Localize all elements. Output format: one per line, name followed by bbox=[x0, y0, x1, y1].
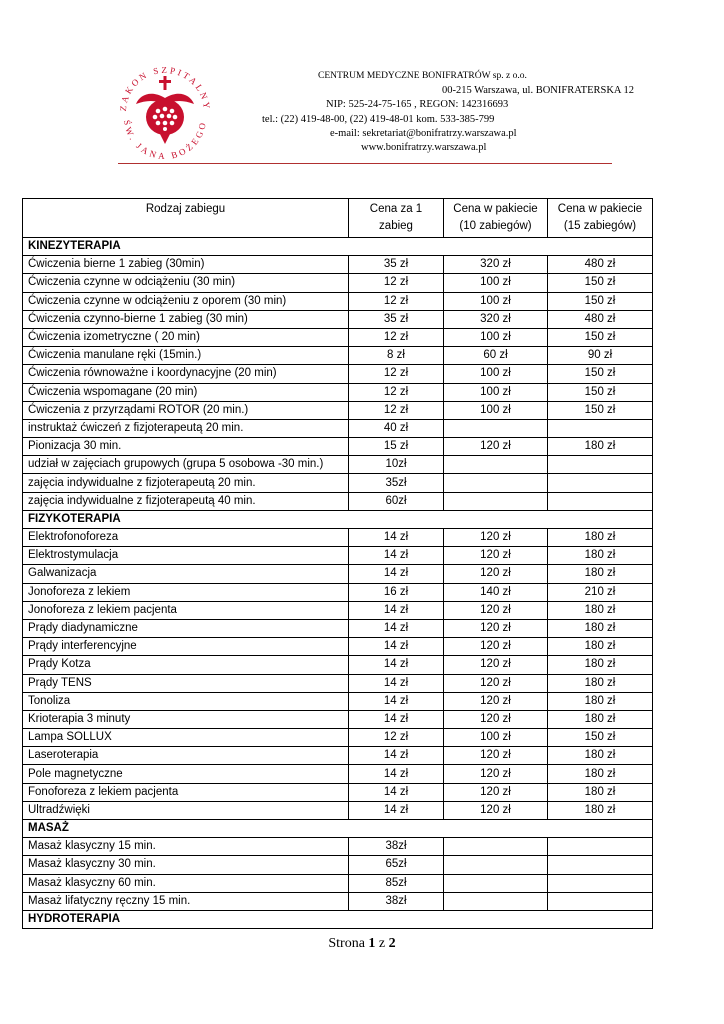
price-single: 14 zł bbox=[349, 638, 444, 656]
table-row bbox=[23, 601, 653, 619]
price-pack10: 120 zł bbox=[444, 801, 548, 819]
price-pack10: 120 zł bbox=[444, 619, 548, 637]
price-single: 14 zł bbox=[349, 674, 444, 692]
service-name: udział w zajęciach grupowych (grupa 5 osobowa -30 min.) bbox=[23, 456, 349, 474]
price-single: 16 zł bbox=[349, 583, 444, 601]
header-divider bbox=[118, 163, 612, 164]
price-table-body bbox=[23, 238, 653, 929]
table-row bbox=[23, 256, 653, 274]
price-pack15: 150 zł bbox=[548, 328, 653, 346]
price-pack15 bbox=[548, 892, 653, 910]
price-pack10: 100 zł bbox=[444, 729, 548, 747]
service-name: Ćwiczenia wspomagane (20 min) bbox=[23, 383, 349, 401]
price-pack10: 140 zł bbox=[444, 583, 548, 601]
table-row bbox=[23, 401, 653, 419]
price-single: 12 zł bbox=[349, 328, 444, 346]
section-row bbox=[23, 820, 653, 838]
section-title: FIZYKOTERAPIA bbox=[23, 510, 653, 528]
table-row bbox=[23, 729, 653, 747]
price-pack15: 180 zł bbox=[548, 801, 653, 819]
price-pack15: 180 zł bbox=[548, 656, 653, 674]
table-row bbox=[23, 583, 653, 601]
price-single: 14 zł bbox=[349, 529, 444, 547]
service-name: Ćwiczenia z przyrządami ROTOR (20 min.) bbox=[23, 401, 349, 419]
service-name: Pole magnetyczne bbox=[23, 765, 349, 783]
table-row bbox=[23, 328, 653, 346]
table-row bbox=[23, 619, 653, 637]
price-pack10 bbox=[444, 892, 548, 910]
price-single: 10zł bbox=[349, 456, 444, 474]
price-single: 40 zł bbox=[349, 419, 444, 437]
service-name: Masaż klasyczny 15 min. bbox=[23, 838, 349, 856]
service-name: Ćwiczenia izometryczne ( 20 min) bbox=[23, 328, 349, 346]
service-name: Prądy diadynamiczne bbox=[23, 619, 349, 637]
price-pack10: 120 zł bbox=[444, 710, 548, 728]
table-row bbox=[23, 692, 653, 710]
price-pack10: 100 zł bbox=[444, 383, 548, 401]
price-pack10 bbox=[444, 838, 548, 856]
price-pack15: 150 zł bbox=[548, 274, 653, 292]
table-row bbox=[23, 838, 653, 856]
price-pack15 bbox=[548, 874, 653, 892]
price-single: 14 zł bbox=[349, 565, 444, 583]
service-name: Krioterapia 3 minuty bbox=[23, 710, 349, 728]
price-pack15 bbox=[548, 456, 653, 474]
service-name: Tonoliza bbox=[23, 692, 349, 710]
price-pack10: 120 zł bbox=[444, 783, 548, 801]
table-row bbox=[23, 529, 653, 547]
price-single: 14 zł bbox=[349, 747, 444, 765]
price-pack15: 180 zł bbox=[548, 547, 653, 565]
service-name: Masaż klasyczny 30 min. bbox=[23, 856, 349, 874]
price-pack10: 120 zł bbox=[444, 692, 548, 710]
price-single: 14 zł bbox=[349, 710, 444, 728]
table-row bbox=[23, 274, 653, 292]
section-title: MASAŻ bbox=[23, 820, 653, 838]
price-pack15: 180 zł bbox=[548, 765, 653, 783]
section-title: HYDROTERAPIA bbox=[23, 910, 653, 928]
price-pack15: 150 zł bbox=[548, 401, 653, 419]
price-pack10: 100 zł bbox=[444, 274, 548, 292]
service-name: Ćwiczenia czynne w odciążeniu (30 min) bbox=[23, 274, 349, 292]
price-pack10 bbox=[444, 456, 548, 474]
price-single: 14 zł bbox=[349, 656, 444, 674]
col-header-pack15: Cena w pakiecie (15 zabiegów) bbox=[548, 199, 653, 238]
price-single: 14 zł bbox=[349, 801, 444, 819]
table-row bbox=[23, 438, 653, 456]
service-name: Elektrostymulacja bbox=[23, 547, 349, 565]
company-website[interactable]: www.bonifratrzy.warszawa.pl bbox=[361, 142, 487, 153]
logo-text-top: ZAKON SZPITALNY bbox=[117, 64, 213, 112]
price-pack15: 180 zł bbox=[548, 747, 653, 765]
service-name: Ćwiczenia czynne w odciążeniu z oporem (30 min) bbox=[23, 292, 349, 310]
company-address: 00-215 Warszawa, ul. BONIFRATERSKA 12 bbox=[442, 85, 635, 96]
table-header-row bbox=[23, 199, 653, 238]
price-single: 8 zł bbox=[349, 347, 444, 365]
service-name: Jonoforeza z lekiem pacjenta bbox=[23, 601, 349, 619]
price-pack15: 90 zł bbox=[548, 347, 653, 365]
company-email[interactable]: e-mail: sekretariat@bonifratrzy.warszawa.pl bbox=[330, 128, 517, 139]
price-pack10: 120 zł bbox=[444, 638, 548, 656]
section-row bbox=[23, 238, 653, 256]
price-single: 12 zł bbox=[349, 292, 444, 310]
price-pack15: 180 zł bbox=[548, 438, 653, 456]
price-pack10: 120 zł bbox=[444, 529, 548, 547]
footer-prefix: Strona bbox=[328, 936, 365, 951]
table-row bbox=[23, 492, 653, 510]
price-pack10: 120 zł bbox=[444, 547, 548, 565]
table-row bbox=[23, 565, 653, 583]
company-nip-regon: NIP: 525-24-75-165 , REGON: 142316693 bbox=[326, 99, 509, 110]
price-single: 35 zł bbox=[349, 310, 444, 328]
price-single: 65zł bbox=[349, 856, 444, 874]
price-single: 12 zł bbox=[349, 365, 444, 383]
page-footer bbox=[0, 936, 724, 952]
table-row bbox=[23, 474, 653, 492]
price-pack10: 320 zł bbox=[444, 310, 548, 328]
price-pack15: 150 zł bbox=[548, 365, 653, 383]
service-name: zajęcia indywidualne z fizjoterapeutą 40 min. bbox=[23, 492, 349, 510]
price-pack10: 120 zł bbox=[444, 747, 548, 765]
price-pack15: 180 zł bbox=[548, 692, 653, 710]
section-title: KINEZYTERAPIA bbox=[23, 238, 653, 256]
table-row bbox=[23, 419, 653, 437]
price-pack15: 150 zł bbox=[548, 729, 653, 747]
table-row bbox=[23, 747, 653, 765]
table-row bbox=[23, 347, 653, 365]
table-row bbox=[23, 874, 653, 892]
price-pack15: 180 zł bbox=[548, 565, 653, 583]
price-pack10: 120 zł bbox=[444, 765, 548, 783]
price-single: 14 zł bbox=[349, 601, 444, 619]
service-name: zajęcia indywidualne z fizjoterapeutą 20 min. bbox=[23, 474, 349, 492]
price-single: 35zł bbox=[349, 474, 444, 492]
service-name: Masaż klasyczny 60 min. bbox=[23, 874, 349, 892]
price-pack15: 180 zł bbox=[548, 601, 653, 619]
service-name: Ćwiczenia bierne 1 zabieg (30min) bbox=[23, 256, 349, 274]
price-pack15: 210 zł bbox=[548, 583, 653, 601]
service-name: Masaż lifatyczny ręczny 15 min. bbox=[23, 892, 349, 910]
price-single: 14 zł bbox=[349, 692, 444, 710]
price-single: 35 zł bbox=[349, 256, 444, 274]
table-row bbox=[23, 656, 653, 674]
table-row bbox=[23, 365, 653, 383]
price-single: 38zł bbox=[349, 838, 444, 856]
col-header-pack10: Cena w pakiecie (10 zabiegów) bbox=[444, 199, 548, 238]
table-row bbox=[23, 801, 653, 819]
price-pack10 bbox=[444, 419, 548, 437]
price-pack10 bbox=[444, 874, 548, 892]
price-single: 14 zł bbox=[349, 765, 444, 783]
col-header-single: Cena za 1 zabieg bbox=[349, 199, 444, 238]
price-pack15: 180 zł bbox=[548, 710, 653, 728]
service-name: Prądy Kotza bbox=[23, 656, 349, 674]
price-pack15: 180 zł bbox=[548, 783, 653, 801]
price-pack10: 100 zł bbox=[444, 292, 548, 310]
table-row bbox=[23, 292, 653, 310]
table-row bbox=[23, 638, 653, 656]
price-single: 12 zł bbox=[349, 274, 444, 292]
table-row bbox=[23, 892, 653, 910]
price-single: 14 zł bbox=[349, 547, 444, 565]
price-table bbox=[22, 198, 653, 929]
price-pack10: 320 zł bbox=[444, 256, 548, 274]
table-row bbox=[23, 547, 653, 565]
service-name: Galwanizacja bbox=[23, 565, 349, 583]
table-row bbox=[23, 310, 653, 328]
price-pack15 bbox=[548, 856, 653, 874]
service-name: Elektrofonoforeza bbox=[23, 529, 349, 547]
logo-text-bottom: ŚW. JANA BOŻEGO bbox=[121, 119, 209, 162]
price-pack15: 480 zł bbox=[548, 310, 653, 328]
price-pack15 bbox=[548, 419, 653, 437]
price-pack15: 180 zł bbox=[548, 619, 653, 637]
price-single: 60zł bbox=[349, 492, 444, 510]
service-name: Ćwiczenia czynno-bierne 1 zabieg (30 min) bbox=[23, 310, 349, 328]
price-single: 85zł bbox=[349, 874, 444, 892]
table-row bbox=[23, 856, 653, 874]
price-pack10 bbox=[444, 856, 548, 874]
price-pack15: 180 zł bbox=[548, 529, 653, 547]
footer-page-number: 1 bbox=[368, 936, 376, 951]
service-name: Laseroterapia bbox=[23, 747, 349, 765]
price-single: 12 zł bbox=[349, 729, 444, 747]
service-name: Ćwiczenia manulane ręki (15min.) bbox=[23, 347, 349, 365]
section-row bbox=[23, 910, 653, 928]
price-pack10: 120 zł bbox=[444, 601, 548, 619]
price-pack10 bbox=[444, 492, 548, 510]
price-pack10 bbox=[444, 474, 548, 492]
service-name: Ultradźwięki bbox=[23, 801, 349, 819]
service-name: instruktaż ćwiczeń z fizjoterapeutą 20 min. bbox=[23, 419, 349, 437]
col-header-service: Rodzaj zabiegu bbox=[23, 199, 349, 238]
price-pack10: 100 zł bbox=[444, 401, 548, 419]
price-pack10: 120 zł bbox=[444, 674, 548, 692]
service-name: Lampa SOLLUX bbox=[23, 729, 349, 747]
price-pack10: 100 zł bbox=[444, 328, 548, 346]
footer-total-pages: 2 bbox=[388, 936, 396, 951]
section-row bbox=[23, 510, 653, 528]
service-name: Prądy interferencyjne bbox=[23, 638, 349, 656]
table-row bbox=[23, 710, 653, 728]
table-row bbox=[23, 783, 653, 801]
footer-middle: z bbox=[378, 936, 386, 951]
price-pack15: 150 zł bbox=[548, 383, 653, 401]
price-pack15 bbox=[548, 838, 653, 856]
price-pack15: 150 zł bbox=[548, 292, 653, 310]
table-row bbox=[23, 456, 653, 474]
service-name: Pionizacja 30 min. bbox=[23, 438, 349, 456]
price-single: 12 zł bbox=[349, 401, 444, 419]
company-name: CENTRUM MEDYCZNE BONIFRATRÓW sp. z o.o. bbox=[318, 71, 527, 81]
service-name: Prądy TENS bbox=[23, 674, 349, 692]
price-pack15 bbox=[548, 474, 653, 492]
price-pack15: 180 zł bbox=[548, 638, 653, 656]
price-pack10: 60 zł bbox=[444, 347, 548, 365]
price-single: 12 zł bbox=[349, 383, 444, 401]
price-single: 14 zł bbox=[349, 783, 444, 801]
price-pack15 bbox=[548, 492, 653, 510]
price-single: 15 zł bbox=[349, 438, 444, 456]
table-row bbox=[23, 383, 653, 401]
table-row bbox=[23, 674, 653, 692]
price-pack15: 480 zł bbox=[548, 256, 653, 274]
order-logo-icon bbox=[112, 54, 218, 164]
price-pack10: 100 zł bbox=[444, 365, 548, 383]
price-pack10: 120 zł bbox=[444, 565, 548, 583]
service-name: Ćwiczenia równoważne i koordynacyjne (20 min) bbox=[23, 365, 349, 383]
price-single: 14 zł bbox=[349, 619, 444, 637]
company-phones: tel.: (22) 419-48-00, (22) 419-48-01 kom. 533-385-799 bbox=[262, 114, 495, 125]
price-pack10: 120 zł bbox=[444, 438, 548, 456]
service-name: Jonoforeza z lekiem bbox=[23, 583, 349, 601]
price-pack10: 120 zł bbox=[444, 656, 548, 674]
price-pack15: 180 zł bbox=[548, 674, 653, 692]
table-row bbox=[23, 765, 653, 783]
service-name: Fonoforeza z lekiem pacjenta bbox=[23, 783, 349, 801]
price-single: 38zł bbox=[349, 892, 444, 910]
